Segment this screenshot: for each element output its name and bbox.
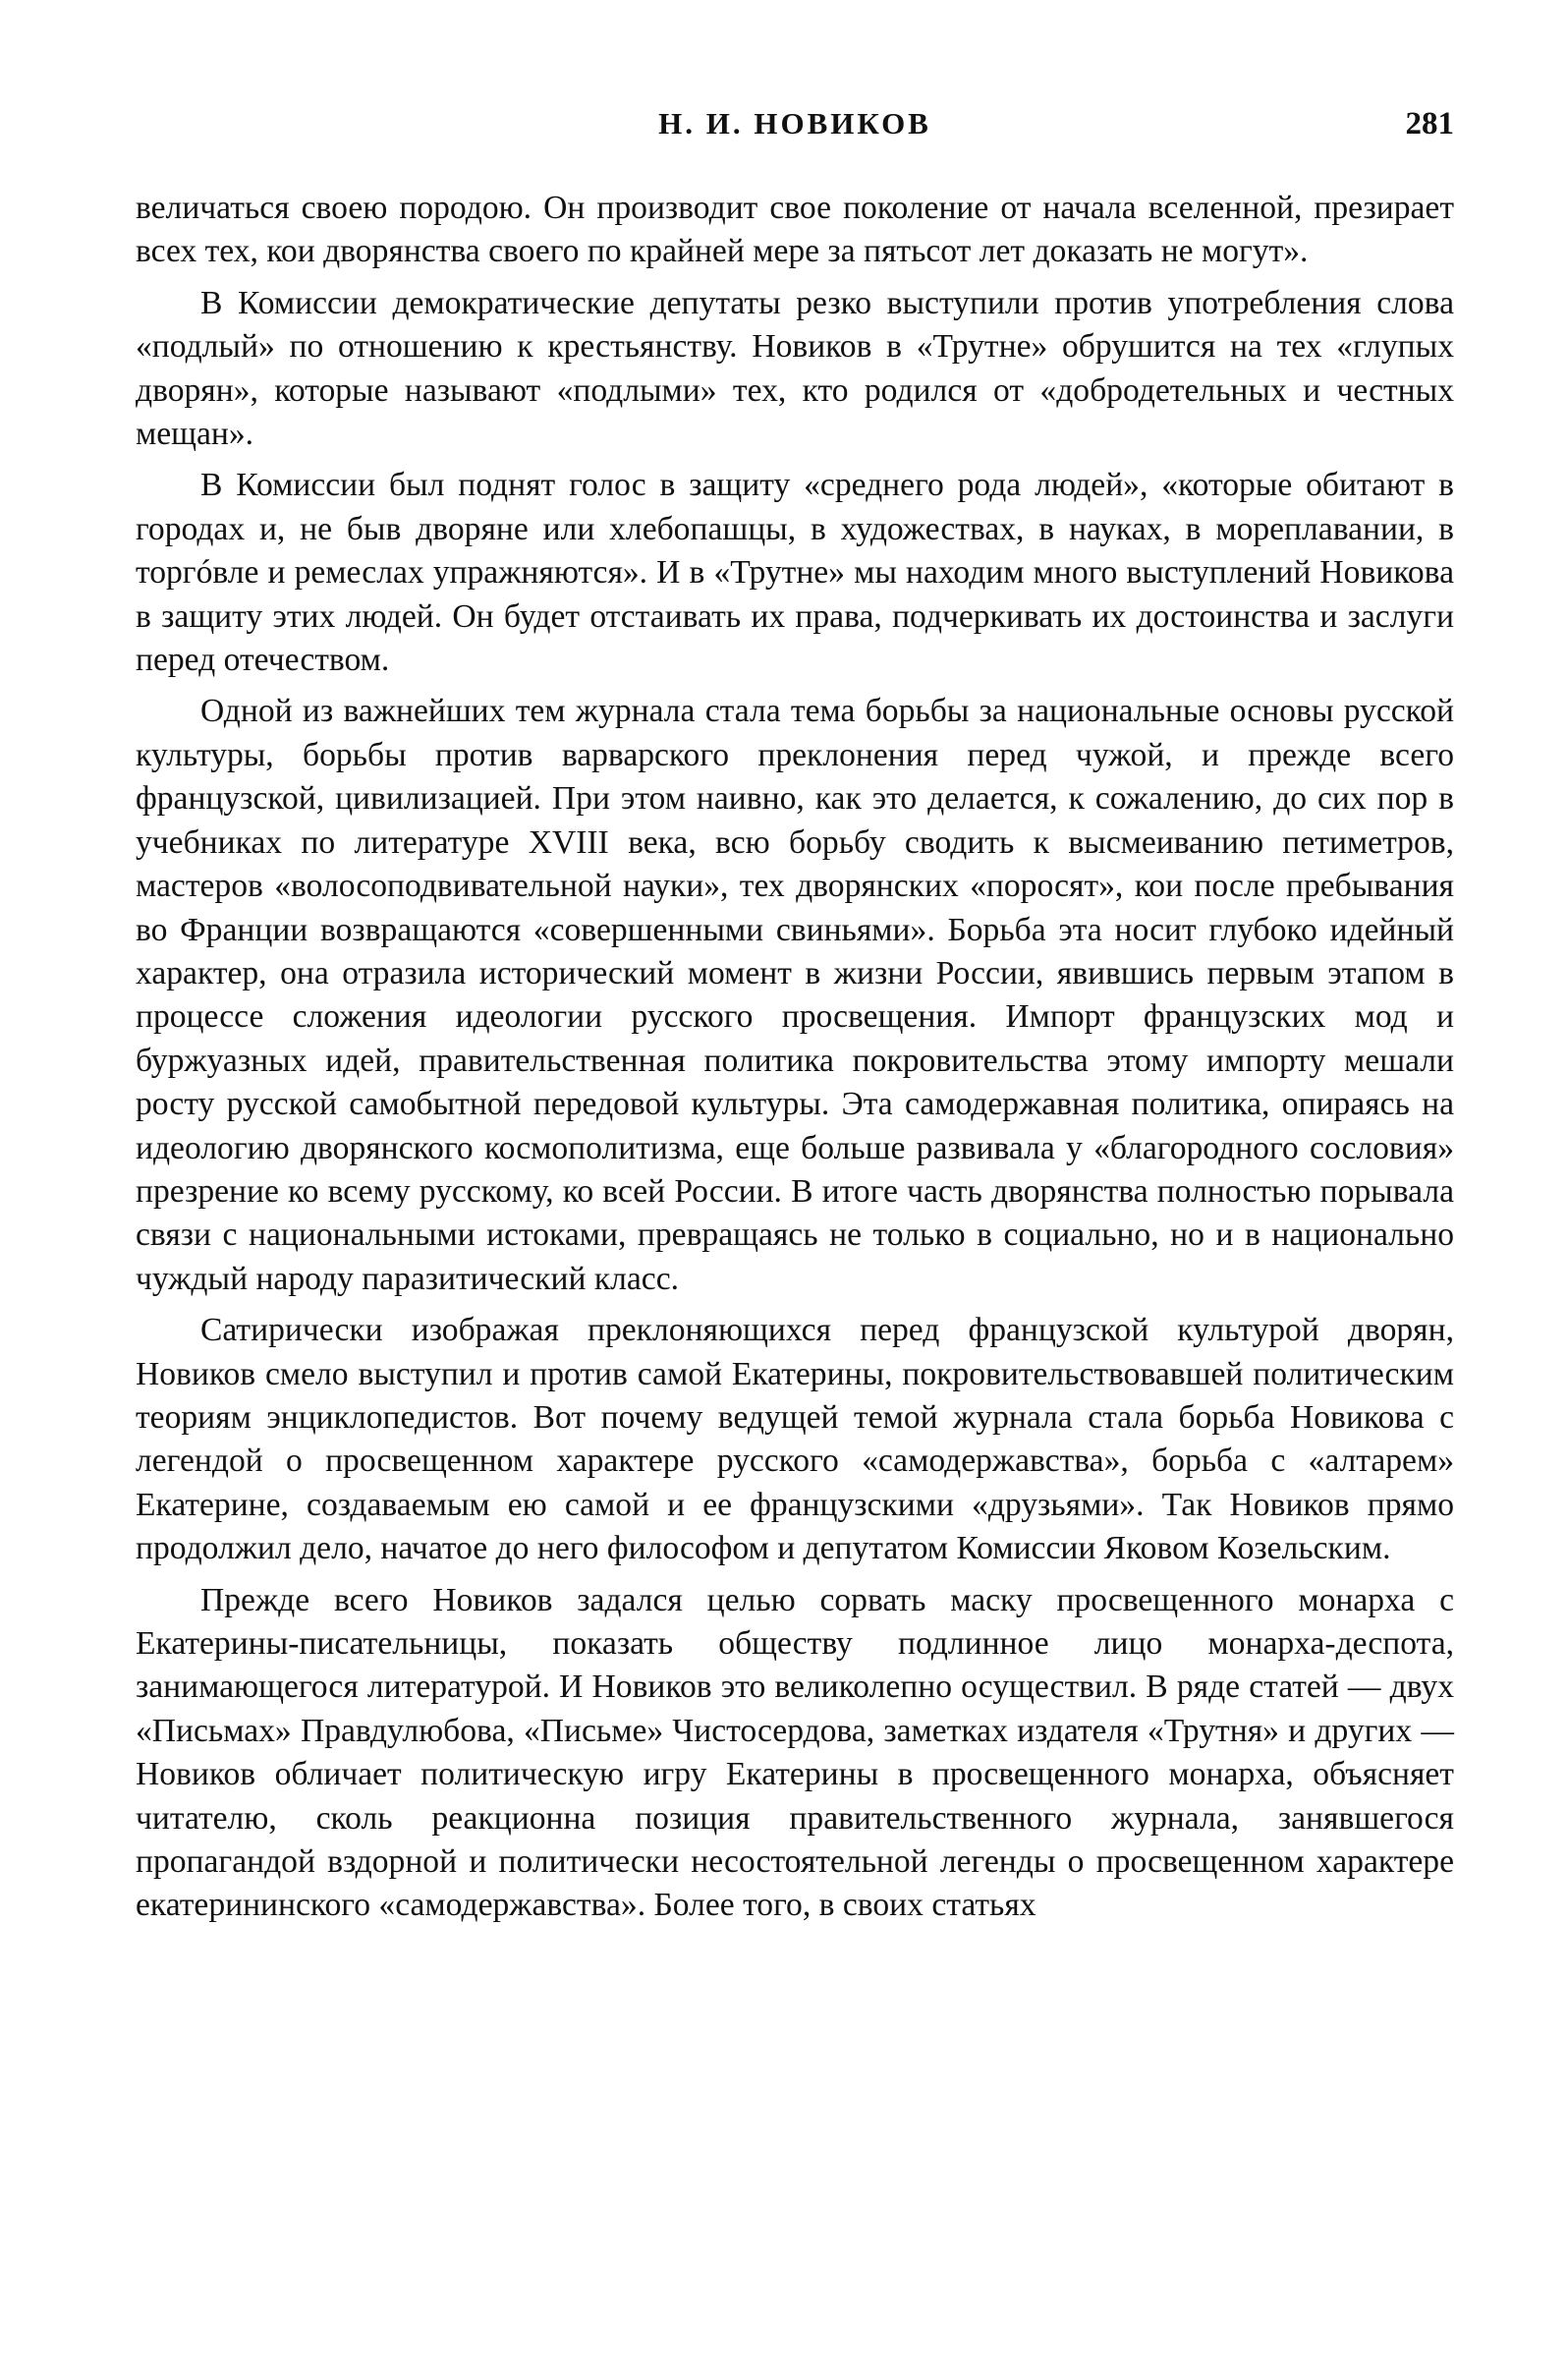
paragraph-5: Сатирически изображая преклоняющихся перед французской культурой дворян, Новиков смело выступил и против самой Екатерины, покровительствовавшей политическим теориям энциклопедистов. Вот почему ведущей темой журнала стала борьба Новикова с легендой о просвещенном характере русского «самодержавства», борьба с «алтарем» Екатерине, создаваемым ею самой и ее французскими «друзьями». Так Новиков прямо продолжил дело, начатое до него философом и депутатом Комиссии Яковом Козельским. [136,1312,1454,1567]
page-header [136,106,1454,155]
paragraph-4: Одной из важнейших тем журнала стала тема борьбы за национальные основы русской культуры, борьбы против варварского преклонения перед чужой, и прежде всего французской, цивилизацией. При этом наивно, как это делается, к сожалению, до сих пор в учебниках по литературе XVIII века, всю борьбу сводить к высмеиванию петиметров, мастеров «волосоподвивательной науки», тех дворянских «поросят», кои после пребывания во Франции возвращаются «совершенными свиньями». Борьба эта носит глубоко идейный характер, она отразила исторический момент в жизни России, явившись первым этапом в процессе сложения идеологии русского просвещения. Импорт французских мод и буржуазных идей, правительственная политика покровительства этому импорту мешали росту русской самобытной передовой культуры. Эта самодержавная политика, опираясь на идеологию дворянского космополитизма, еще больше развивала у «благородного сословия» презрение ко всему русскому, ко всей России. В итоге часть дворянства полностью порывала связи с национальными истоками, превращаясь не только в социально, но и в национально чуждый народу паразитический класс. [136,693,1454,1297]
body-text [136,187,1454,1936]
paragraph-1: величаться своею породою. Он производит свое поколение от начала вселенной, презирает всех тех, кои дворянства своего по крайней мере за пятьсот лет доказать не могут». [136,190,1454,270]
running-head: Н. И. НОВИКОВ [658,106,931,141]
paragraph-2: В Комиссии демократические депутаты резко выступили против употребления слова «подлый» по отношению к крестьянству. Новиков в «Трутне» обрушится на тех «глупых дворян», которые называют «подлыми» тех, кто родился от «добродетельных и честных мещан». [136,284,1454,453]
paragraph-3: В Комиссии был поднят голос в защиту «среднего рода людей», «которые обитают в городах и, не быв дворяне или хлебопашцы, в художествах, в науках, в мореплавании, в торгóвле и ремеслах упражняются». И в «Трутне» мы находим много выступлений Новикова в защиту этих людей. Он будет отстаивать их права, подчеркивать их достоинства и заслуги перед отечеством. [136,467,1454,679]
paragraph-6: Прежде всего Новиков задался целью сорвать маску просвещенного монарха с Екатерины-писательницы, показать обществу подлинное лицо монарха-деспота, занимающегося литературой. И Новиков это великолепно осуществил. В ряде статей — двух «Письмах» Правдулюбова, «Письме» Чистосердова, заметках издателя «Трутня» и других — Новиков обличает политическую игру Екатерины в просвещенного монарха, объясняет читателю, сколь реакционна позиция правительственного журнала, занявшегося пропагандой вздорной и политически несостоятельной легенды о просвещенном характере екатерининского «самодержавства». Более того, в своих статьях [136,1581,1454,1924]
page-number: 281 [1405,106,1454,141]
